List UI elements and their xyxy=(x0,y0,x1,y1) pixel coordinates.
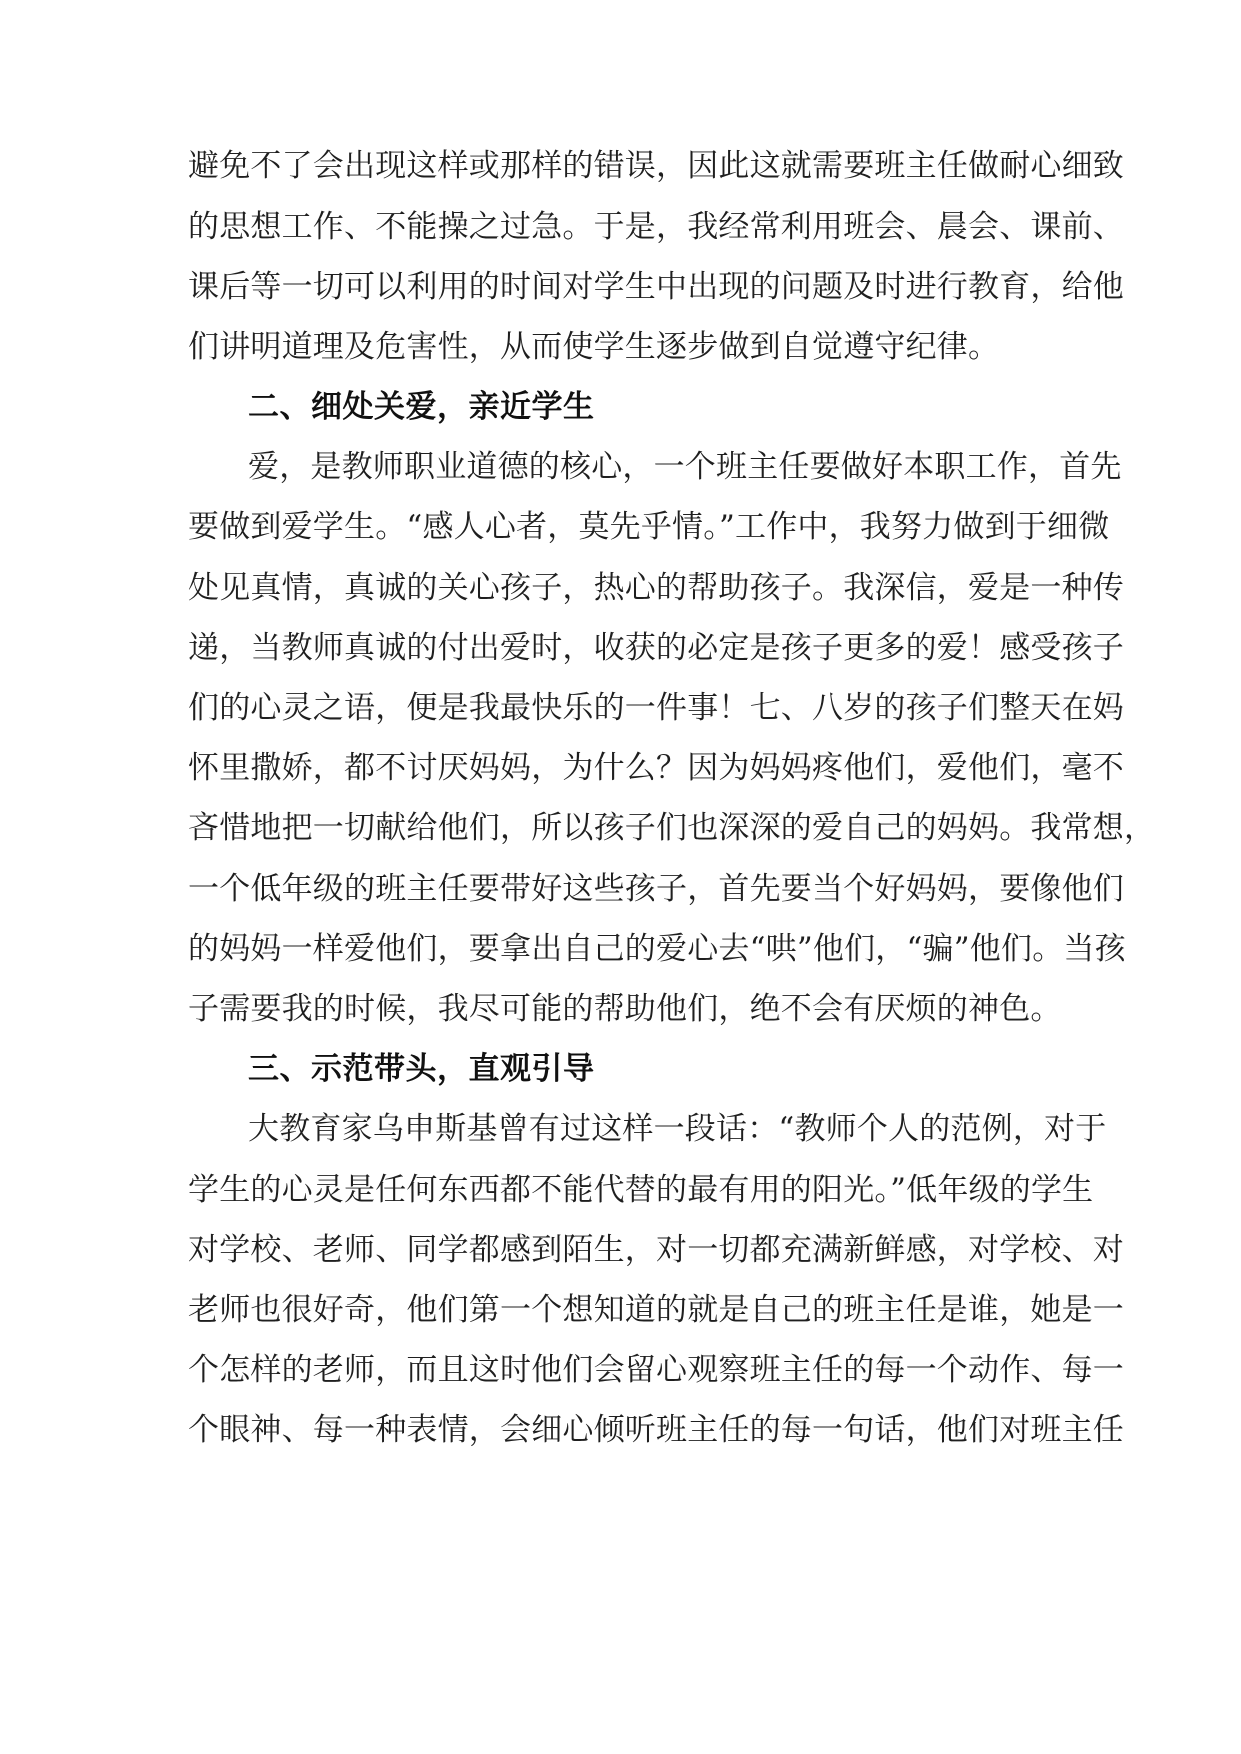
paragraph-line: 的妈妈一样爱他们，要拿出自己的爱心去“哄”他们，“骗”他们。当孩 xyxy=(188,931,1126,967)
paragraph-line: 个眼神、每一种表情，会细心倾听班主任的每一句话，他们对班主任 xyxy=(188,1412,1124,1448)
paragraph-line: 课后等一切可以利用的时间对学生中出现的问题及时进行教育，给他 xyxy=(188,269,1124,305)
paragraph-line: 对学校、老师、同学都感到陌生，对一切都充满新鲜感，对学校、对 xyxy=(188,1232,1124,1268)
paragraph-line: 个怎样的老师，而且这时他们会留心观察班主任的每一个动作、每一 xyxy=(188,1352,1124,1388)
paragraph-line: 的思想工作、不能操之过急。于是，我经常利用班会、晨会、课前、 xyxy=(188,209,1124,245)
paragraph-line: 要做到爱学生。“感人心者，莫先乎情。”工作中，我努力做到于细微 xyxy=(188,509,1110,545)
paragraph-line: 们讲明道理及危害性，从而使学生逐步做到自觉遵守纪律。 xyxy=(188,329,1000,365)
paragraph-line: 递，当教师真诚的付出爱时，收获的必定是孩子更多的爱！感受孩子 xyxy=(188,630,1124,666)
paragraph-line: 怀里撒娇，都不讨厌妈妈，为什么？因为妈妈疼他们，爱他们，毫不 xyxy=(188,750,1124,786)
section-heading: 二、细处关爱，亲近学生 xyxy=(248,389,595,425)
paragraph-line: 避免不了会出现这样或那样的错误，因此这就需要班主任做耐心细致 xyxy=(188,148,1124,184)
paragraph-line: 爱，是教师职业道德的核心，一个班主任要做好本职工作，首先 xyxy=(248,449,1122,485)
paragraph-line: 们的心灵之语，便是我最快乐的一件事！七、八岁的孩子们整天在妈 xyxy=(188,690,1124,726)
paragraph-line: 老师也很好奇，他们第一个想知道的就是自己的班主任是谁，她是一 xyxy=(188,1292,1124,1328)
section-heading: 三、示范带头，直观引导 xyxy=(248,1051,595,1087)
paragraph-line: 吝惜地把一切献给他们，所以孩子们也深深的爱自己的妈妈。我常想， xyxy=(188,810,1156,846)
paragraph-line: 处见真情，真诚的关心孩子，热心的帮助孩子。我深信，爱是一种传 xyxy=(188,570,1124,606)
paragraph-line: 大教育家乌申斯基曾有过这样一段话：“教师个人的范例，对于 xyxy=(248,1111,1107,1147)
paragraph-line: 子需要我的时候，我尽可能的帮助他们，绝不会有厌烦的神色。 xyxy=(188,991,1062,1027)
paragraph-line: 一个低年级的班主任要带好这些孩子，首先要当个好妈妈，要像他们 xyxy=(188,871,1124,907)
paragraph-line: 学生的心灵是任何东西都不能代替的最有用的阳光。”低年级的学生 xyxy=(188,1172,1094,1208)
